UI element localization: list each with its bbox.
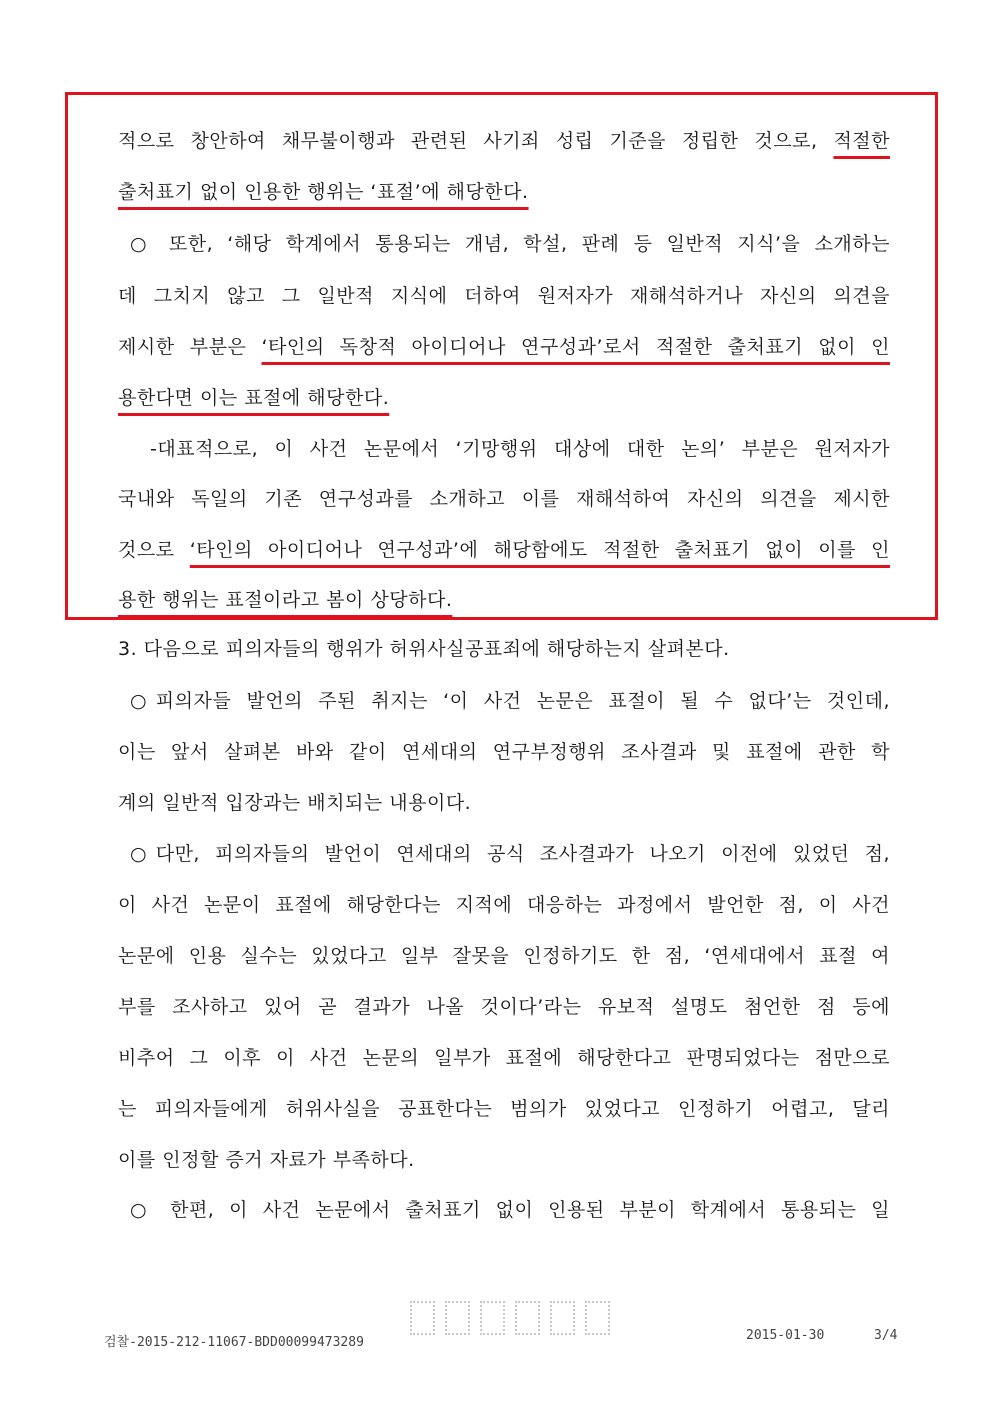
- page-number: 3/4: [874, 1328, 898, 1343]
- underlined-text: ‘타인의 독창적 아이디어나 연구성과’로서 적절한 출처표기 없이 인: [261, 336, 890, 358]
- text-line: 이 사건 논문이 표절에 해당한다는 지적에 대응하는 과정에서 발언한 점, 이 사건: [118, 894, 890, 916]
- document-date: 2015-01-30: [746, 1328, 825, 1343]
- text-line: ○다만, 피의자들의 발언이 연세대의 공식 조사결과가 나오기 이전에 있었던 점,: [130, 843, 890, 865]
- text-line: 국내와 독일의 기존 연구성과를 소개하고 이를 재해석하여 자신의 의견을 제시한: [118, 488, 890, 510]
- text-line: 이는 앞서 살펴본 바와 같이 연세대의 연구부정행위 조사결과 및 표절에 관한 학: [118, 741, 890, 763]
- text-line: 비추어 그 이후 이 사건 논문의 일부가 표절에 해당한다고 판명되었다는 점만으로: [118, 1047, 890, 1069]
- text-line: 는 피의자들에게 허위사실을 공표한다는 범의가 있었다고 인정하기 어렵고, 달리: [118, 1098, 890, 1120]
- text-line: [118, 537, 890, 563]
- text-line: 이를 인정할 증거 자료가 부족하다.: [118, 1149, 415, 1171]
- text-line: -대표적으로, 이 사건 논문에서 ‘기망행위 대상에 대한 논의’ 부분은 원저자가: [150, 438, 890, 460]
- watermark-stamp: [410, 1296, 610, 1340]
- text-line: 데 그치지 않고 그 일반적 지식에 더하여 원저자가 재해석하거나 자신의 의견을: [118, 285, 890, 307]
- text-line: ○피의자들 발언의 주된 취지는 ‘이 사건 논문은 표절이 될 수 없다’는 것인데,: [130, 690, 890, 712]
- text-line: ○ 또한, ‘해당 학계에서 통용되는 개념, 학설, 판례 등 일반적 지식’을 소개하는: [130, 233, 890, 255]
- text-line: 논문에 인용 실수는 있었다고 일부 잘못을 인정하기도 한 점, ‘연세대에서 표절 여: [118, 945, 890, 967]
- text-segment: 적으로 창안하여 채무불이행과 관련된 사기죄 성립 기준을 정립한 것으로,: [118, 130, 834, 152]
- section-heading: 3. 다음으로 피의자들의 행위가 허위사실공표죄에 해당하는지 살펴본다.: [118, 638, 730, 660]
- text-line: [118, 385, 389, 411]
- text-line: [118, 587, 452, 613]
- text-line: [118, 128, 890, 154]
- underlined-text: 용한 행위는 표절이라고 봄이 상당하다.: [118, 589, 453, 611]
- text-line: [118, 334, 890, 360]
- text-segment: 것으로: [118, 539, 190, 561]
- text-line: [118, 179, 529, 205]
- text-line: 계의 일반적 입장과는 배치되는 내용이다.: [118, 792, 472, 814]
- underlined-text: 출처표기 없이 인용한 행위는 ‘표절’에 해당한다.: [118, 181, 529, 203]
- text-line: ○ 한편, 이 사건 논문에서 출처표기 없이 인용된 부분이 학계에서 통용되는 일: [130, 1199, 890, 1221]
- document-id: 검찰-2015-212-11067-BDD00099473289: [104, 1335, 364, 1350]
- underlined-text: 용한다면 이는 표절에 해당한다.: [118, 387, 390, 409]
- underlined-text: ‘타인의 아이디어나 연구성과’에 해당함에도 적절한 출처표기 없이 이를 인: [189, 539, 890, 561]
- text-line: 부를 조사하고 있어 곧 결과가 나올 것이다’라는 유보적 설명도 첨언한 점 등에: [118, 996, 890, 1018]
- underlined-text: 적절한: [833, 130, 890, 152]
- text-segment: 제시한 부분은: [118, 336, 262, 358]
